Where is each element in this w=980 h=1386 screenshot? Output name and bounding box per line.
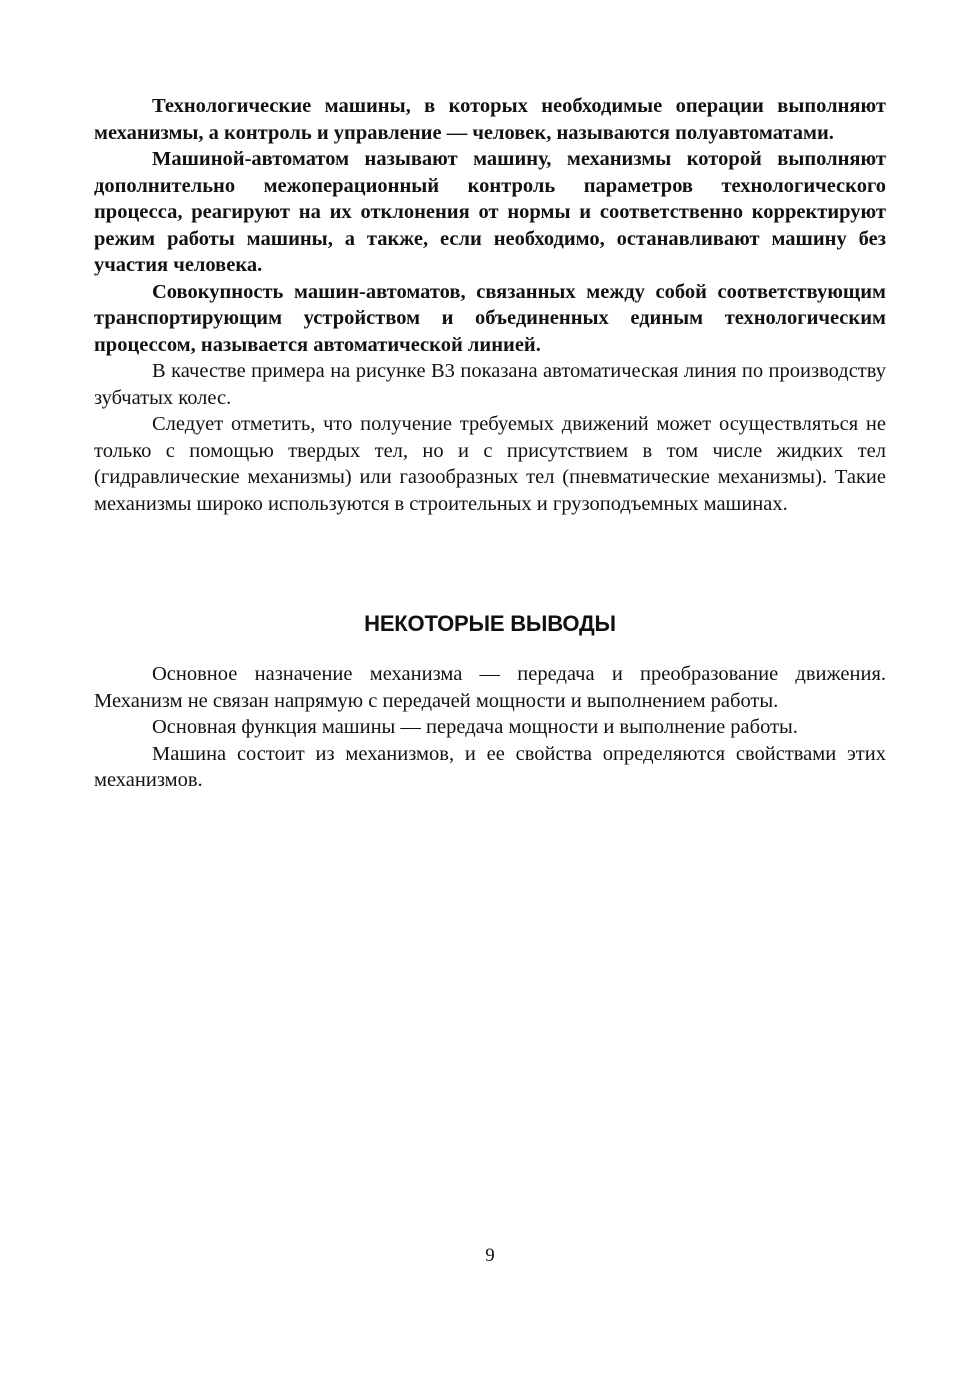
conclusion-machine-composition: Машина состоит из механизмов, и ее свойства определяются свойствами этих механизмов. (94, 742, 886, 791)
body-text-conclusions (94, 661, 886, 794)
definition-automatic-line: Совокупность машин-автоматов, связанных между собой соответствующим транспортирующим устройством и объединенных единым технологическим процессом, называется автоматической линией. (94, 280, 886, 356)
conclusion-machine-function: Основная функция машины — передача мощности и выполнение работы. (152, 716, 798, 738)
motion-paragraph: Следует отметить, что получение требуемых движений может осуществляться не только с помощью твердых тел, но и с присутствием в том числе жидких тел (гидравлические механизмы) или газообразных тел (пневматические механизмы). Такие механизмы широко используются в строительных и грузоподъемных машинах. (94, 413, 886, 515)
page-number: 9 (485, 1245, 495, 1266)
conclusion-mechanism-purpose: Основное назначение механизма — передача и преобразование движения. Механизм не связан напрямую с передачей мощности и выполнением работы. (94, 663, 886, 712)
example-paragraph: В качестве примера на рисунке В3 показана автоматическая линия по производству зубчатых колес. (94, 360, 886, 409)
definition-automatic-machine: Машиной-автоматом называют машину, механизмы которой выполняют дополнительно межоперационный контроль параметров технологического процесса, реагируют на их отклонения от нормы и соответственно корректируют режим работы машины, а также, если необходимо, останавливают машину без участия человека. (94, 148, 886, 276)
body-text-top (94, 93, 886, 517)
definition-semi-automatic: Технологические машины, в которых необходимые операции выполняют механизмы, а контроль и управление — человек, называются полуавтоматами. (94, 95, 886, 144)
section-heading: НЕКОТОРЫЕ ВЫВОДЫ (364, 611, 616, 636)
